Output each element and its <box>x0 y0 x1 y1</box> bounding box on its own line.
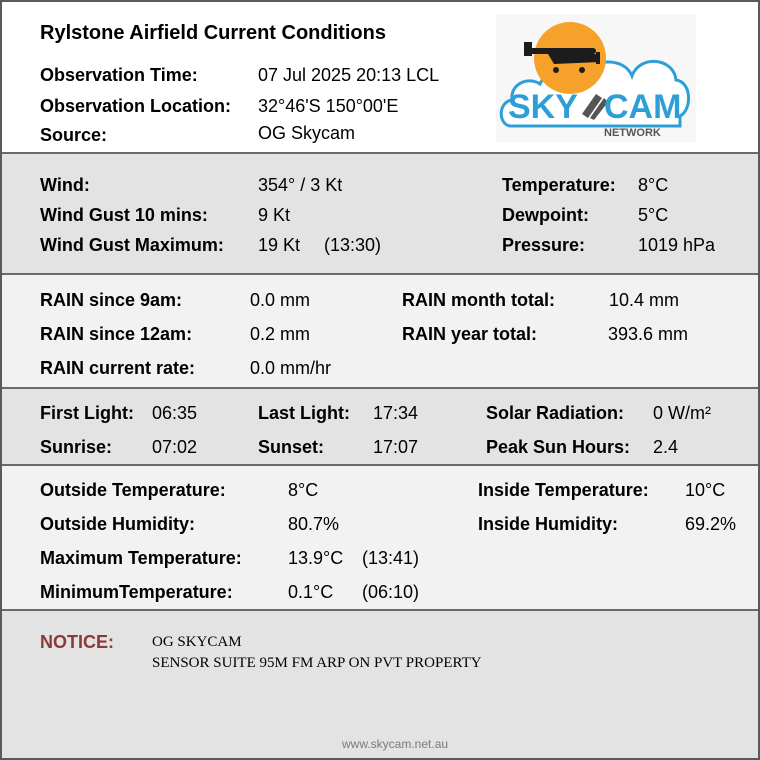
first-light-value: 06:35 <box>152 403 198 423</box>
source-value: OG Skycam <box>258 123 356 143</box>
inside-humidity-label: Inside Humidity: <box>478 514 619 534</box>
pressure-label: Pressure: <box>502 235 586 255</box>
inside-temperature-value: 10°C <box>685 480 726 500</box>
rain-current-rate-value: 0.0 mm/hr <box>250 358 332 378</box>
notice-label: NOTICE: <box>40 632 114 652</box>
outside-humidity-value: 80.7% <box>288 514 340 534</box>
maximum-temperature-value: 13.9°C <box>288 548 344 568</box>
header-section <box>2 2 758 154</box>
maximum-temperature-label: Maximum Temperature: <box>40 548 242 568</box>
rain-month-total-value: 10.4 mm <box>609 290 680 310</box>
temperature-section <box>2 466 758 611</box>
wind-gust-max-time: (13:30) <box>324 235 382 255</box>
wind-section <box>2 154 758 275</box>
minimum-temperature-time: (06:10) <box>362 582 420 602</box>
rain-year-total-value: 393.6 mm <box>608 324 689 344</box>
skycam-network-logo <box>496 14 696 142</box>
pressure-value: 1019 hPa <box>638 235 716 255</box>
rain-since-9am-label: RAIN since 9am: <box>40 290 183 310</box>
footer-url: www.skycam.net.au <box>342 737 449 751</box>
outside-temperature-label: Outside Temperature: <box>40 480 226 500</box>
outside-temperature-value: 8°C <box>288 480 319 500</box>
minimum-temperature-value: 0.1°C <box>288 582 334 602</box>
observation-time-value: 07 Jul 2025 20:13 LCL <box>258 65 440 85</box>
observation-time-label: Observation Time: <box>40 65 198 85</box>
peak-sun-hours-label: Peak Sun Hours: <box>486 437 631 457</box>
first-light-label: First Light: <box>40 403 134 423</box>
sunrise-label: Sunrise: <box>40 437 113 457</box>
dewpoint-value: 5°C <box>638 205 669 225</box>
maximum-temperature-time: (13:41) <box>362 548 420 568</box>
inside-humidity-value: 69.2% <box>685 514 737 534</box>
rain-current-rate-label: RAIN current rate: <box>40 358 196 378</box>
solar-radiation-value: 0 W/m² <box>653 403 711 423</box>
last-light-label: Last Light: <box>258 403 350 423</box>
rain-year-total-label: RAIN year total: <box>402 324 538 344</box>
rain-since-12am-label: RAIN since 12am: <box>40 324 193 344</box>
outside-humidity-label: Outside Humidity: <box>40 514 196 534</box>
sunset-value: 17:07 <box>373 437 419 457</box>
page-title: Rylstone Airfield Current Conditions <box>40 22 386 44</box>
wind-gust-max-value: 19 Kt <box>258 235 301 255</box>
rain-month-total-label: RAIN month total: <box>402 290 555 310</box>
wind-gust-10-label: Wind Gust 10 mins: <box>40 205 208 225</box>
inside-temperature-label: Inside Temperature: <box>478 480 649 500</box>
logo-sub-network: NETWORK <box>604 127 661 139</box>
notice-line-2: SENSOR SUITE 95M FM ARP ON PVT PROPERTY <box>152 655 482 671</box>
source-label: Source: <box>40 125 108 145</box>
sun-section <box>2 389 758 466</box>
peak-sun-hours-value: 2.4 <box>653 437 679 457</box>
rain-since-12am-value: 0.2 mm <box>250 324 311 344</box>
logo-word-cam: CAM <box>604 88 682 126</box>
observation-location-label: Observation Location: <box>40 96 232 116</box>
sunset-label: Sunset: <box>258 437 325 457</box>
wind-value: 354° / 3 Kt <box>258 175 343 195</box>
dewpoint-label: Dewpoint: <box>502 205 589 225</box>
wind-gust-max-label: Wind Gust Maximum: <box>40 235 224 255</box>
minimum-temperature-label: MinimumTemperature: <box>40 582 233 602</box>
wind-gust-10-value: 9 Kt <box>258 205 291 225</box>
temperature-value: 8°C <box>638 175 669 195</box>
logo-word-sky: SKY <box>508 88 578 126</box>
notice-line-1: OG SKYCAM <box>152 634 242 650</box>
sunrise-value: 07:02 <box>152 437 198 457</box>
last-light-value: 17:34 <box>373 403 419 423</box>
notice-section <box>2 611 758 758</box>
observation-location-value: 32°46'S 150°00'E <box>258 96 399 116</box>
solar-radiation-label: Solar Radiation: <box>486 403 625 423</box>
rain-section <box>2 275 758 389</box>
wind-label: Wind: <box>40 175 90 195</box>
temperature-label: Temperature: <box>502 175 616 195</box>
rain-since-9am-value: 0.0 mm <box>250 290 311 310</box>
